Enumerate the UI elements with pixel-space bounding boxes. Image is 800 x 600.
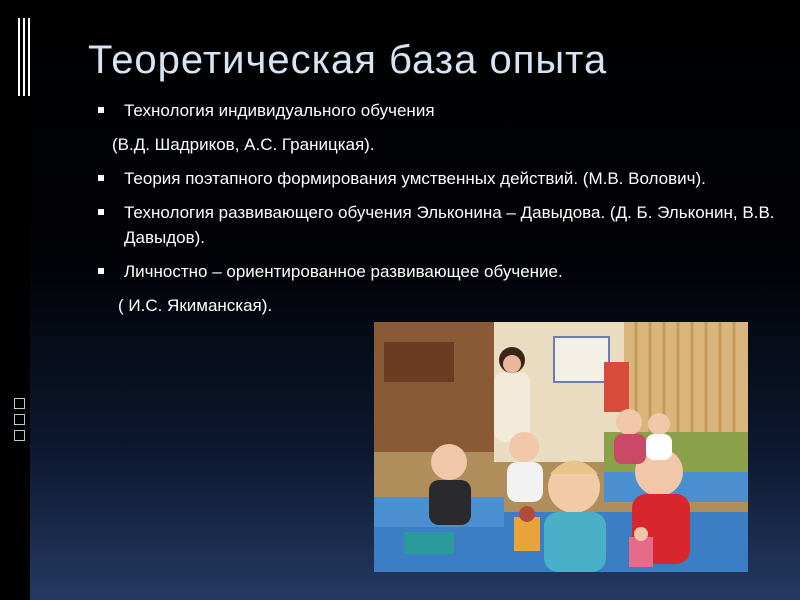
slide-title: Теоретическая база опыта	[88, 38, 608, 82]
list-item-continuation	[96, 293, 776, 318]
list-item	[96, 166, 776, 191]
bullet-icon	[98, 268, 104, 274]
list-item-text: (В.Д. Шадриков, А.С. Границкая).	[112, 135, 375, 154]
list-item	[96, 98, 776, 123]
classroom-photo	[374, 322, 748, 572]
list-item	[96, 200, 776, 250]
list-item-text: Технология индивидуального обучения	[124, 101, 435, 120]
bullet-icon	[98, 107, 104, 113]
bullet-icon	[98, 175, 104, 181]
slide-content	[96, 98, 776, 318]
bullet-icon	[98, 209, 104, 215]
list-item-continuation	[96, 132, 776, 157]
list-item-text: ( И.С. Якиманская).	[118, 296, 273, 315]
list-item-text: Личностно – ориентированное развивающее обучение.	[124, 262, 563, 281]
classroom-photo-icon	[374, 322, 748, 572]
decorative-lines	[18, 18, 36, 98]
list-item	[96, 259, 776, 284]
list-item-text: Теория поэтапного формирования умственных действий. (М.В. Волович).	[124, 169, 706, 188]
list-item-text: Технология развивающего обучения Эльконина – Давыдова. (Д. Б. Эльконин, В.В. Давыдов).	[124, 203, 775, 247]
decorative-squares	[14, 398, 28, 446]
